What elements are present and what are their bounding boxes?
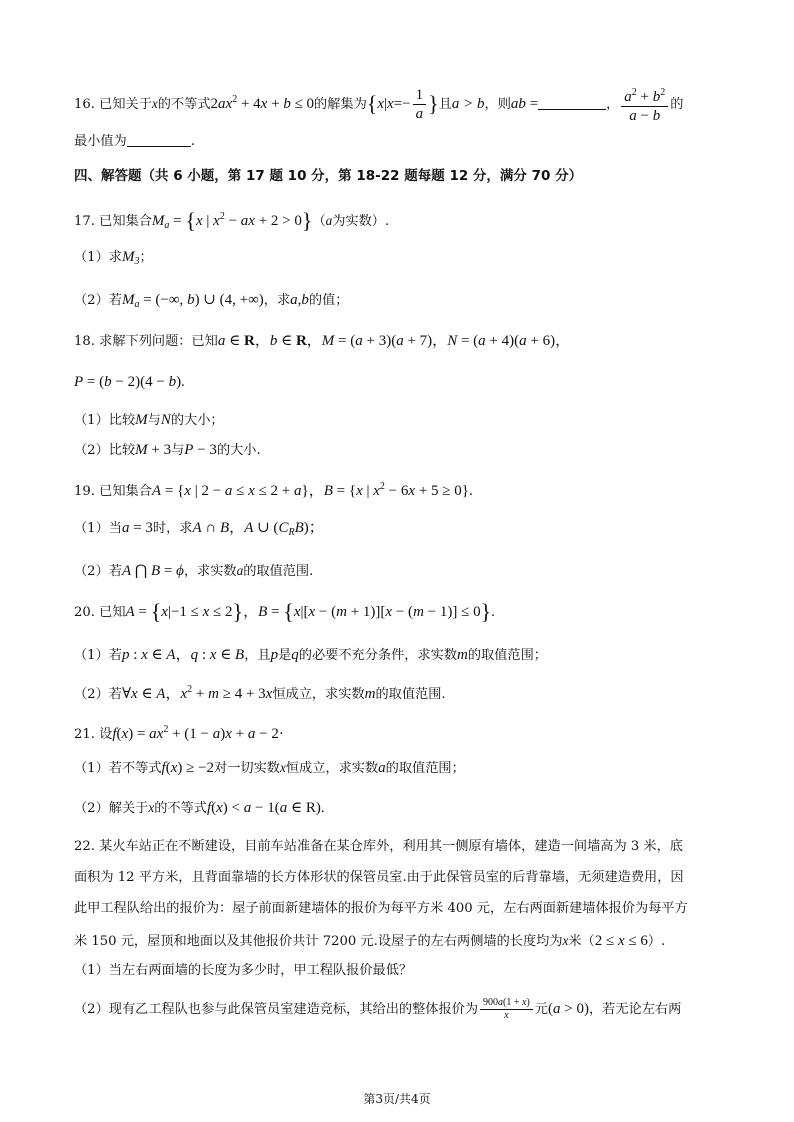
q16-mid3: 且 (438, 96, 452, 112)
q21-p2-mid: 的不等式 (154, 801, 207, 816)
q17-p2-prefix: （2）若 (74, 293, 122, 308)
q18-part2: （2）比较M + 3与P − 3的大小. (74, 442, 261, 458)
q22-line4: 米 150 元，屋顶和地面以及其他报价共计 7200 元.设屋子的左右两侧墙的长度均为x米（2 ≤ x ≤ 6）. (74, 933, 666, 949)
q20-sets: A = {x|−1 ≤ x ≤ 2}，B = {x|[x − (m + 1)][x − (m − 1)] ≤ 0}. (125, 599, 495, 624)
q16-suffix: 的 (670, 96, 684, 112)
q18-p1-mid: 与 (147, 413, 161, 428)
q17-p1-suffix: ； (139, 250, 153, 265)
q18-p2-prefix: （2）比较 (74, 443, 136, 458)
q20-p1-mid3: 的必要不充分条件，求实数 (298, 648, 458, 663)
q18-stem (74, 331, 724, 352)
q17-note2: 为实数）. (332, 214, 390, 229)
q18-stem-prefix: 18. 求解下列问题：已知 (74, 334, 218, 349)
q16-fraction: $\frac{a^2 + b^2}{a - b}$ (619, 96, 670, 112)
q16-line1 (74, 84, 724, 125)
q20-stem (74, 599, 724, 624)
q19-p2-mid: ，求实数 (183, 564, 237, 579)
q20-stem-prefix: 20. 已知 (74, 605, 126, 620)
q20-p2-prefix: （2）若 (74, 687, 122, 702)
answer-blank-1[interactable] (538, 95, 606, 110)
q22-line4b: 米（ (568, 934, 595, 949)
q18-p1-suffix: 的大小； (170, 413, 224, 428)
q19-part2: （2）若A ⋂ B = ϕ，求实数a的取值范围. (74, 563, 314, 579)
q21-part2: （2）解关于x的不等式f(x) < a − 1(a ∈ R). (74, 800, 325, 816)
q20-part2: （2）若∀x ∈ A，$x^2 + m \ge 4 + 3x$恒成立，求实数m的取值范围. (74, 684, 446, 702)
page-footer: 第3页/共4页 (363, 1092, 431, 1106)
q19-stem (74, 477, 724, 502)
q17-stem (74, 207, 724, 236)
q20-p2-mid: 恒成立，求实数 (272, 687, 365, 702)
q21-p1-suffix: 的取值范围； (385, 761, 465, 776)
q17-stem-prefix: 17. 已知集合 (74, 214, 152, 229)
var-x: x (151, 95, 158, 111)
q19-sets: A = {x | 2 − a ≤ x ≤ 2 + a}，B = {x | $x^2 - 6x + 5 \ge 0$}. (151, 481, 473, 499)
q22-line2: 面积为 12 平方米，且背面靠墙的长方体形状的保管员室.由于此保管员室的后背靠墙，无须建造费用，因 (74, 870, 684, 885)
q22-line1: 22. 某火车站正在不断建设，目前车站准备在某仓库外，利用其一侧原有墙体，建造一间墙高为 3 米，底 (74, 839, 683, 854)
q20-part1: （1）若p : x ∈ A，q : x ∈ B，且p是q的必要不充分条件，求实数m的取值范围； (74, 647, 547, 663)
q17-set-def: $M_a = \{x$ | $x^2$ − ax + 2 > 0} (151, 208, 313, 233)
q19-p2-prefix: （2）若 (74, 564, 122, 579)
q19-p1-prefix: （1）当 (74, 521, 122, 536)
q22-line3: 此甲工程队给出的报价为：屋子前面新建墙体的报价为每平方米 400 元，左右两面新建墙体报价为每平方 (74, 901, 688, 916)
q19-stem-prefix: 19. 已知集合 (74, 484, 152, 499)
q20-p1-suffix: 的取值范围； (467, 648, 547, 663)
q22-price-fraction: $\frac{900a(1 + x)}{x}$ (478, 1001, 535, 1017)
q16-solution-set: {x|x=− $\frac{1}{a}$ } (366, 87, 439, 122)
q16-line2-text: 最小值为 (74, 134, 127, 149)
q18-p-def: P = (b − 2)(4 − b). (74, 374, 185, 390)
q21-p1-mid2: 恒成立，求实数 (285, 761, 379, 776)
q19-p2-suffix: 的取值范围. (243, 564, 314, 579)
q19-part1: （1）当a = 3时，求A ∩ B，A ∪ $(C_RB)$； (74, 520, 324, 538)
q16-mid5: ， (606, 96, 620, 112)
q18-p1-prefix: （1）比较 (74, 413, 136, 428)
q22-line4c: ）. (647, 934, 666, 949)
q16-mid4: ，则 (484, 96, 511, 112)
q16-inequality: $2ax^2 + 4x + b \le 0$ (210, 93, 315, 112)
q17-part1 (74, 247, 724, 272)
q22-p2a: （2）现有乙工程队也参与此保管员室建造竞标，其给出的整体报价为 (74, 1001, 479, 1017)
q18-p2-suffix: 的大小. (216, 443, 261, 458)
q16-ab: ab = (510, 95, 539, 112)
q17-ab: a,b (290, 292, 309, 308)
answer-blank-2[interactable] (127, 132, 191, 147)
q21-stem-prefix: 21. 设 (74, 727, 113, 742)
q20-p1-mid: ，且 (244, 648, 271, 663)
q22-part2: （2）现有乙工程队也参与此保管员室建造竞标，其给出的整体报价为 $\frac{900a(1 + x)}{x}$ 元(a > 0)，若无论左右两 (74, 997, 682, 1021)
q16-end: . (190, 134, 195, 149)
q16-line2 (74, 132, 724, 152)
q18-defs: a ∈ R，b ∈ R，M = (a + 3)(a + 7)，N = (a + 4)(a + 6)， (217, 333, 571, 349)
q17-p2-suffix: 的值； (308, 293, 349, 308)
q17-note: （ (312, 214, 326, 229)
q16-prefix: 16. 已知关于 (74, 96, 152, 112)
q18-p2-mid: 与 (171, 443, 185, 458)
q17-p2-mid: ，求 (263, 293, 291, 308)
q22-p2c: ，若无论左右两 (588, 1001, 682, 1017)
q17-union: $M_a$ = (−∞, b) ∪ (4, +∞) (121, 292, 264, 310)
q22-p2b: 元 (534, 1001, 548, 1017)
q22-part1: （1）当左右两面墙的长度为多少时，甲工程队报价最低？ (74, 963, 413, 978)
q18-part1: （1）比较M与N的大小； (74, 412, 224, 428)
q20-p1-mid2: 是 (278, 648, 292, 663)
q21-p1-mid: 对一切实数 (214, 761, 280, 776)
q21-p1-prefix: （1）若不等式 (74, 761, 162, 776)
q20-p1-prefix: （1）若 (74, 648, 122, 663)
q18-stem-cont (74, 372, 724, 393)
q16-cond: a > b (451, 95, 485, 112)
q21-part1: （1）若不等式f(x) ≥ −2对一切实数x恒成立，求实数a的取值范围； (74, 760, 465, 776)
q21-func: $f(x) = ax^2 + (1 - a)x + a - 2\cdot$ (112, 724, 284, 742)
q16-mid1: 的不等式 (157, 96, 211, 112)
q17-part2 (74, 290, 724, 315)
q21-p2-prefix: （2）解关于 (74, 801, 149, 816)
q22-line4a: 米 150 元，屋顶和地面以及其他报价共计 7200 元.设屋子的左右两侧墙的长度均为 (74, 934, 563, 949)
q21-stem (74, 720, 724, 745)
var-a: a (325, 213, 333, 228)
q16-mid2: 的解集为 (314, 96, 367, 112)
q20-p2-suffix: 的取值范围. (375, 687, 446, 702)
q19-p1-mid: 时，求 (152, 521, 193, 536)
q17-p1-prefix: （1）求 (74, 250, 122, 265)
q17-m3: $M_3$ (121, 249, 140, 267)
section-title: 四、解答题（共 6 小题，第 17 题 10 分，第 18-22 题每题 12 分，满分 70 分） (74, 168, 583, 184)
